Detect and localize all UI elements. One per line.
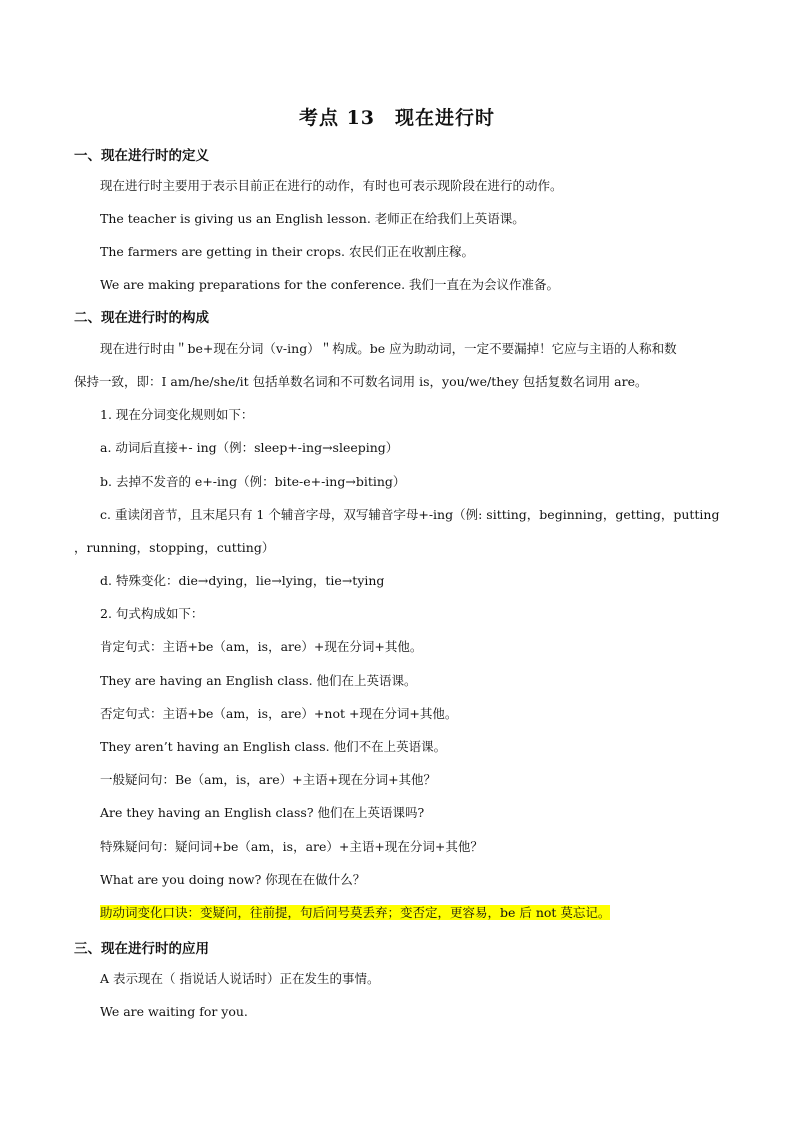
special-question-form: 特殊疑问句：疑问词+be（am，is，are）+主语+现在分词+其他？ [100,839,483,854]
definition-text: 现在进行时主要用于表示目前正在进行的动作，有时也可表示现阶段在进行的动作。 [100,178,563,193]
negative-form: 否定句式：主语+be（am，is，are）+not +现在分词+其他。 [100,706,458,721]
usage-item-a: A 表示现在（ 指说话人说话时）正在发生的事情。 [100,971,380,986]
special-question-example: What are you doing now? 你现在在做什么？ [100,872,366,887]
rules-title: 1. 现在分词变化规则如下： [100,407,254,422]
rule-b: b. 去掉不发音的 e+-ing（例：bite-e+-ing→biting） [100,474,406,489]
general-question-form: 一般疑问句：Be（am，is，are）+主语+现在分词+其他？ [100,772,437,787]
rule-c-continued: ，running，stopping，cutting） [74,540,275,555]
rule-a: a. 动词后直接+- ing（例：sleep+-ing→sleeping） [100,440,399,455]
affirmative-form: 肯定句式：主语+be（am，is，are）+现在分词+其他。 [100,639,423,654]
affirmative-example: They are having an English class. 他们在上英语课。 [100,673,417,688]
rule-c: c. 重读闭音节，且末尾只有 1 个辅音字母，双写辅音字母+-ing（例: sitting，beginning，getting，putting [100,507,720,522]
page-title: 考点 13 现在进行时 [298,107,496,129]
general-question-example: Are they having an English class? 他们在上英语课吗? [100,805,425,820]
section-heading-usage: 三、现在进行时的应用 [74,941,209,957]
example-sentence: The teacher is giving us an English lesson. 老师正在给我们上英语课。 [100,211,525,226]
mnemonic-row [100,904,720,922]
section-heading-structure: 二、现在进行时的构成 [74,310,209,326]
usage-item-a-example: We are waiting for you. [100,1004,248,1019]
mnemonic-highlight: 助动词变化口诀：变疑问，往前提，句后问号莫丢弃；变否定，更容易，be 后 not 莫忘记。 [100,905,611,920]
structure-intro-continued: 保持一致，即：I am/he/she/it 包括单数名词和不可数名词用 is，you/we/they 包括复数名词用 are。 [74,374,648,389]
forms-title: 2. 句式构成如下： [100,606,204,621]
section-heading-definition: 一、现在进行时的定义 [74,148,209,164]
example-sentence: The farmers are getting in their crops. 农民们正在收割庄稼。 [100,244,474,259]
structure-intro: 现在进行时由＂be+现在分词（v-ing）＂构成。be 应为助动词，一定不要漏掉！它应与主语的人称和数 [100,341,677,356]
rule-d: d. 特殊变化：die→dying，lie→lying，tie→tying [100,573,385,588]
negative-example: They aren’t having an English class. 他们不在上英语课。 [100,739,447,754]
example-sentence: We are making preparations for the conference. 我们一直在为会议作准备。 [100,277,560,292]
